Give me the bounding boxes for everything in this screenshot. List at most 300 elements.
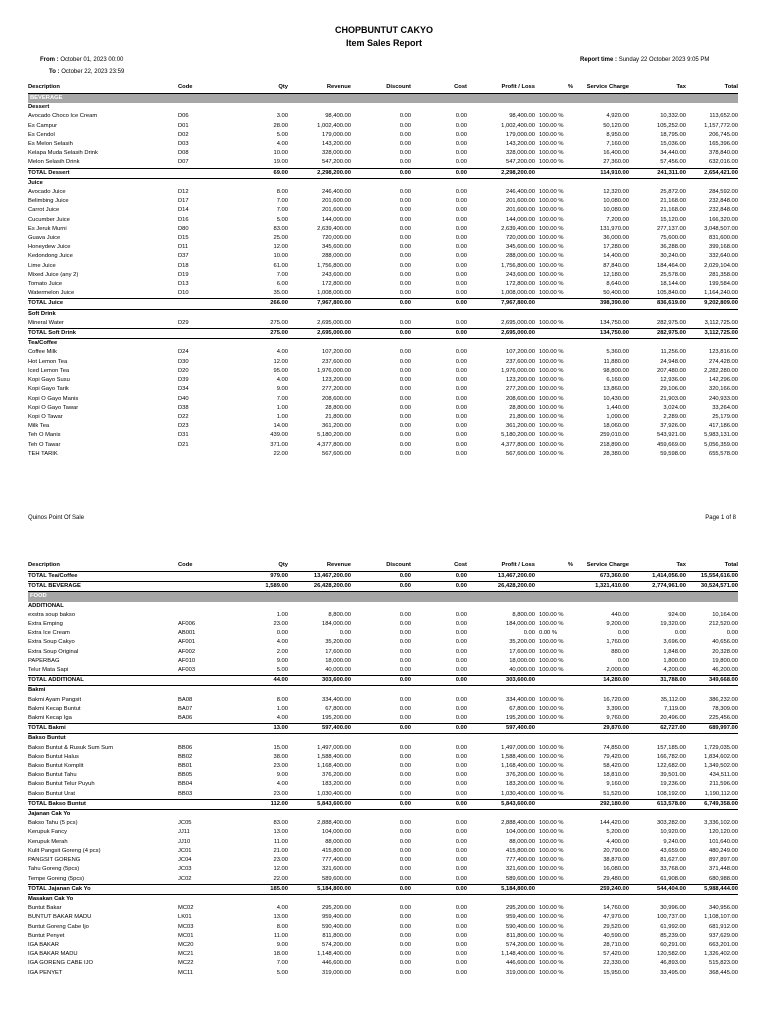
cell-service-charge: 50,120.00 xyxy=(603,122,629,129)
cell-service-charge: 292,180.00 xyxy=(573,799,629,809)
cell-qty: 266.00 xyxy=(233,299,288,309)
cell-profit-loss: 13,467,200.00 xyxy=(467,572,535,582)
cell-service-charge: 131,970.00 xyxy=(599,225,629,232)
cell-total: 232,848.00 xyxy=(708,198,738,205)
table-row xyxy=(28,696,738,705)
cell-revenue: 107,200.00 xyxy=(321,349,351,356)
cell-code xyxy=(178,450,233,459)
cell-cost: 0.00 xyxy=(455,781,467,788)
cell-discount: 0.00 xyxy=(399,358,411,365)
cell-percent: 100.00 % xyxy=(539,386,564,393)
table-row xyxy=(28,252,738,261)
cell-service-charge: 17,280.00 xyxy=(603,244,629,251)
cell-total: 1,108,107.00 xyxy=(704,914,738,921)
table-row xyxy=(28,904,738,913)
cell-revenue: 88,000.00 xyxy=(325,838,351,845)
cell-total: 937,629.00 xyxy=(708,932,738,939)
cell-qty: 69.00 xyxy=(233,168,288,178)
header-service-charge: Service Charge xyxy=(573,82,629,94)
cell-total: 349,668.00 xyxy=(686,676,738,686)
cell-percent: 100.00 % xyxy=(539,281,564,288)
cell-profit-loss: 1,168,400.00 xyxy=(501,763,535,770)
cell-description: Iced Lemon Tea xyxy=(28,367,70,374)
cell-discount: 0.00 xyxy=(399,244,411,251)
cell-description: Kerupuk Merah xyxy=(28,838,68,845)
cell-total: 897,897.00 xyxy=(708,857,738,864)
cell-discount: 0.00 xyxy=(399,941,411,948)
cell-qty: 23.00 xyxy=(273,763,288,770)
cell-total: 332,640.00 xyxy=(708,253,738,260)
table-row xyxy=(28,289,738,299)
cell-revenue: 243,600.00 xyxy=(321,271,351,278)
cell-tax: 60,291.00 xyxy=(660,941,686,948)
cell-cost: 0.00 xyxy=(455,914,467,921)
table-row xyxy=(28,790,738,800)
cell-total: 232,848.00 xyxy=(708,207,738,214)
cell-service-charge: 2,000.00 xyxy=(606,667,629,674)
cell-revenue: 328,000.00 xyxy=(321,150,351,157)
cell-cost: 0.00 xyxy=(455,432,467,439)
header-qty: Qty xyxy=(233,82,288,94)
cell-qty: 12.00 xyxy=(273,244,288,251)
cell-service-charge: 50,400.00 xyxy=(603,290,629,297)
cell-description: Teh O Manis xyxy=(28,432,61,439)
cell-percent: 100.00 % xyxy=(539,207,564,214)
cell-description: Guava Juice xyxy=(28,235,61,242)
cell-profit-loss: 2,639,400.00 xyxy=(501,225,535,232)
cell-code: D02 xyxy=(178,131,189,138)
cell-qty: 11.00 xyxy=(273,932,288,939)
report-time-value: Sunday 22 October 2023 9:05 PM xyxy=(618,57,710,63)
cell-total: 120,120.00 xyxy=(708,829,738,836)
cell-total: 199,584.00 xyxy=(708,281,738,288)
category-header xyxy=(28,94,738,104)
cell-percent: 100.00 % xyxy=(539,450,564,457)
subcategory-label: Juice xyxy=(28,179,43,186)
cell-discount: 0.00 xyxy=(399,319,411,326)
cell-profit-loss: 17,600.00 xyxy=(509,648,535,655)
table-row xyxy=(28,188,738,197)
cell-qty: 22.00 xyxy=(273,450,288,457)
cell-tax: 120,582.00 xyxy=(656,951,686,958)
subcategory-header xyxy=(28,602,738,611)
cell-discount: 0.00 xyxy=(399,271,411,278)
cell-cost: 0.00 xyxy=(455,386,467,393)
cell-revenue: 201,600.00 xyxy=(321,207,351,214)
table-row xyxy=(28,838,738,847)
cell-revenue: 195,200.00 xyxy=(321,715,351,722)
cell-service-charge: 29,520.00 xyxy=(603,923,629,930)
cell-code xyxy=(178,611,233,620)
cell-profit-loss: 237,600.00 xyxy=(505,358,535,365)
cell-cost: 0.00 xyxy=(455,253,467,260)
cell-description: TEH TARIK xyxy=(28,450,58,457)
cell-revenue: 21,800.00 xyxy=(325,413,351,420)
cell-service-charge: 13,860.00 xyxy=(603,386,629,393)
cell-percent xyxy=(535,676,573,686)
cell-qty: 12.00 xyxy=(273,866,288,873)
table-row xyxy=(28,666,738,676)
cell-cost: 0.00 xyxy=(455,611,467,618)
cell-qty: 112.00 xyxy=(233,799,288,809)
cell-discount: 0.00 xyxy=(351,329,411,339)
cell-tax: 21,168.00 xyxy=(660,198,686,205)
cell-profit-loss: 415,800.00 xyxy=(505,847,535,854)
header-service-charge: Service Charge xyxy=(573,560,629,572)
cell-revenue: 2,298,200.00 xyxy=(288,168,351,178)
subcategory-label: Dessert xyxy=(28,104,50,111)
cell-percent: 100.00 % xyxy=(539,235,564,242)
cell-description: Kopi O Gayo Tawar xyxy=(28,404,79,411)
cell-cost: 0.00 xyxy=(455,141,467,148)
cell-discount: 0.00 xyxy=(399,235,411,242)
header-cost: Cost xyxy=(411,82,467,94)
cell-discount: 0.00 xyxy=(399,441,411,448)
cell-discount: 0.00 xyxy=(399,386,411,393)
cell-qty: 61.00 xyxy=(273,262,288,269)
table-row xyxy=(28,744,738,753)
cell-total: 1,326,402.00 xyxy=(704,951,738,958)
cell-profit-loss: 184,000.00 xyxy=(505,621,535,628)
cell-description: Es Cendol xyxy=(28,131,55,138)
cell-description: Teh O Tawar xyxy=(28,441,61,448)
cell-qty: 13.00 xyxy=(273,829,288,836)
cell-total: 9,202,809.00 xyxy=(686,299,738,309)
cell-total: 371,448.00 xyxy=(708,866,738,873)
table-row xyxy=(28,611,738,620)
cell-qty: 9.00 xyxy=(276,386,288,393)
cell-cost: 0.00 xyxy=(455,932,467,939)
cell-description: Es Melon Selasih xyxy=(28,141,73,148)
cell-service-charge: 9,760.00 xyxy=(606,715,629,722)
subcategory-label: Bakso Buntut xyxy=(28,735,66,742)
cell-revenue: 1,976,000.00 xyxy=(317,367,351,374)
table-row xyxy=(28,875,738,885)
cell-qty: 2.00 xyxy=(276,648,288,655)
cell-qty: 4.00 xyxy=(276,781,288,788)
cell-total: 5,983,131.00 xyxy=(704,432,738,439)
cell-discount: 0.00 xyxy=(399,932,411,939)
cell-total: 2,282,280.00 xyxy=(704,367,738,374)
cell-revenue: 13,467,200.00 xyxy=(288,572,351,582)
cell-tax: 157,185.00 xyxy=(656,744,686,751)
subcategory-header xyxy=(28,686,738,696)
cell-cost: 0.00 xyxy=(455,122,467,129)
cell-discount: 0.00 xyxy=(399,404,411,411)
cell-discount: 0.00 xyxy=(399,781,411,788)
cell-revenue: 28,800.00 xyxy=(325,404,351,411)
cell-qty: 7.00 xyxy=(276,198,288,205)
cell-percent xyxy=(535,329,573,339)
cell-cost: 0.00 xyxy=(455,413,467,420)
cell-description: TOTAL Soft Drink xyxy=(28,329,178,339)
cell-revenue: 1,588,400.00 xyxy=(317,753,351,760)
cell-discount: 0.00 xyxy=(399,772,411,779)
header-discount: Discount xyxy=(351,82,411,94)
cell-code: D18 xyxy=(178,262,189,269)
cell-discount: 0.00 xyxy=(399,914,411,921)
cell-revenue: 1,756,800.00 xyxy=(317,262,351,269)
cell-cost: 0.00 xyxy=(455,404,467,411)
table-row xyxy=(28,620,738,629)
cell-qty: 83.00 xyxy=(273,820,288,827)
cell-cost: 0.00 xyxy=(411,329,467,339)
cell-revenue: 2,888,400.00 xyxy=(317,820,351,827)
cell-tax: 18,144.00 xyxy=(660,281,686,288)
cell-cost: 0.00 xyxy=(455,358,467,365)
cell-discount: 0.00 xyxy=(399,122,411,129)
cell-tax: 11,256.00 xyxy=(660,349,686,356)
cell-description: Mineral Water xyxy=(28,319,64,326)
table-row xyxy=(28,358,738,367)
cell-code: JC03 xyxy=(178,866,192,873)
to-value: October 22, 2023 23:59 xyxy=(61,69,125,75)
cell-profit-loss: 1,976,000.00 xyxy=(501,367,535,374)
cell-discount: 0.00 xyxy=(399,744,411,751)
cell-qty: 4.00 xyxy=(276,349,288,356)
cell-discount: 0.00 xyxy=(399,611,411,618)
total-row xyxy=(28,799,738,809)
cell-tax: 61,992.00 xyxy=(660,923,686,930)
cell-description: Bakso Tahu (5 pcs) xyxy=(28,820,78,827)
cell-code xyxy=(178,168,233,178)
cell-cost: 0.00 xyxy=(455,667,467,674)
table-row xyxy=(28,431,738,440)
subcategory-header xyxy=(28,894,738,904)
cell-total: 33,264.00 xyxy=(712,404,738,411)
cell-tax: 303,282.00 xyxy=(656,820,686,827)
cell-discount: 0.00 xyxy=(351,799,411,809)
cell-revenue: 5,843,600.00 xyxy=(288,799,351,809)
cell-profit-loss: 446,600.00 xyxy=(505,960,535,967)
table-row xyxy=(28,262,738,271)
cell-revenue: 811,800.00 xyxy=(322,932,351,939)
cell-discount: 0.00 xyxy=(399,905,411,912)
cell-percent: 100.00 % xyxy=(539,290,564,297)
cell-percent: 100.00 % xyxy=(539,225,564,232)
cell-tax: 241,311.00 xyxy=(629,168,686,178)
cell-description: Kedondong Juice xyxy=(28,253,73,260)
cell-code: BA08 xyxy=(178,696,193,703)
table-row xyxy=(28,234,738,243)
cell-discount: 0.00 xyxy=(399,829,411,836)
cell-revenue: 26,428,200.00 xyxy=(288,582,351,592)
cell-total: 1,190,112.00 xyxy=(704,790,738,797)
cell-tax: 46,893.00 xyxy=(660,960,686,967)
cell-qty: 275.00 xyxy=(270,319,288,326)
cell-service-charge: 18,060.00 xyxy=(603,423,629,430)
cell-total: 15,554,616.00 xyxy=(686,572,738,582)
cell-cost: 0.00 xyxy=(455,744,467,751)
cell-discount: 0.00 xyxy=(399,847,411,854)
cell-percent: 100.00 % xyxy=(539,122,564,129)
cell-description: TOTAL Tea/Coffee xyxy=(28,572,178,582)
cell-percent: 100.00 % xyxy=(539,951,564,958)
table-row xyxy=(28,422,738,431)
cell-service-charge: 134,750.00 xyxy=(599,319,629,326)
table-row xyxy=(28,243,738,252)
cell-revenue: 98,400.00 xyxy=(325,113,351,120)
footer-left: Quinos Point Of Sale xyxy=(28,515,85,521)
cell-profit-loss: 7,967,800.00 xyxy=(467,299,535,309)
table-row xyxy=(28,941,738,950)
cell-cost: 0.00 xyxy=(455,960,467,967)
cell-service-charge: 12,180.00 xyxy=(603,271,629,278)
table-row xyxy=(28,225,738,234)
cell-code: D15 xyxy=(178,235,189,242)
cell-service-charge: 8,640.00 xyxy=(606,281,629,288)
cell-code: D23 xyxy=(178,423,189,430)
cell-tax: 20,496.00 xyxy=(660,715,686,722)
cell-qty: 19.00 xyxy=(273,159,288,166)
cell-discount: 0.00 xyxy=(399,349,411,356)
cell-discount: 0.00 xyxy=(399,753,411,760)
cell-percent: 100.00 % xyxy=(539,189,564,196)
cell-cost: 0.00 xyxy=(455,207,467,214)
cell-total: 831,600.00 xyxy=(708,235,738,242)
cell-service-charge: 29,480.00 xyxy=(603,875,629,882)
cell-discount: 0.00 xyxy=(399,951,411,958)
cell-revenue: 590,400.00 xyxy=(321,923,351,930)
cell-description: Melon Selasih Drink xyxy=(28,159,80,166)
cell-qty: 6.00 xyxy=(276,281,288,288)
subcategory-header xyxy=(28,810,738,820)
cell-tax: 25,578.00 xyxy=(660,271,686,278)
table-row xyxy=(28,865,738,874)
cell-cost: 0.00 xyxy=(455,225,467,232)
cell-description: Extra Soup Original xyxy=(28,648,79,655)
cell-total: 3,112,725.00 xyxy=(704,319,738,326)
cell-description: Bakmi Kecap Iga xyxy=(28,715,72,722)
cell-cost: 0.00 xyxy=(455,235,467,242)
cell-cost: 0.00 xyxy=(455,857,467,864)
cell-description: Bakso Buntut Urat xyxy=(28,790,76,797)
table-row xyxy=(28,923,738,932)
cell-description: Avocado Choco Ice Cream xyxy=(28,113,98,120)
cell-qty: 1.00 xyxy=(276,413,288,420)
cell-description: Bakso Buntut Tahu xyxy=(28,772,77,779)
cell-revenue: 237,600.00 xyxy=(321,358,351,365)
cell-code xyxy=(178,582,233,592)
cell-tax: 184,464.00 xyxy=(656,262,686,269)
cell-service-charge: 5,200.00 xyxy=(606,829,629,836)
cell-percent: 100.00 % xyxy=(539,216,564,223)
cell-total: 480,249.00 xyxy=(708,847,738,854)
cell-description: Milk Tea xyxy=(28,423,50,430)
cell-service-charge: 20,790.00 xyxy=(603,847,629,854)
cell-service-charge: 14,760.00 xyxy=(603,905,629,912)
cell-percent xyxy=(535,572,573,582)
cell-qty: 35.00 xyxy=(273,290,288,297)
cell-tax: 34,440.00 xyxy=(660,150,686,157)
cell-profit-loss: 246,400.00 xyxy=(505,189,535,196)
total-row xyxy=(28,884,738,894)
cell-description: IGA BAKAR xyxy=(28,941,59,948)
cell-service-charge: 1,440.00 xyxy=(606,404,629,411)
cell-discount: 0.00 xyxy=(399,639,411,646)
cell-discount: 0.00 xyxy=(399,395,411,402)
cell-profit-loss: 589,600.00 xyxy=(505,875,535,882)
cell-profit-loss: 67,800.00 xyxy=(509,705,535,712)
cell-cost: 0.00 xyxy=(455,281,467,288)
company-name: CHOPBUNTUT CAKYO xyxy=(335,25,433,35)
cell-discount: 0.00 xyxy=(399,648,411,655)
cell-profit-loss: 208,600.00 xyxy=(505,395,535,402)
cell-service-charge: 880.00 xyxy=(611,648,629,655)
cell-qty: 22.00 xyxy=(273,875,288,882)
cell-service-charge: 5,360.00 xyxy=(606,349,629,356)
table-row xyxy=(28,319,738,329)
cell-discount: 0.00 xyxy=(351,676,411,686)
cell-profit-loss: 179,000.00 xyxy=(505,131,535,138)
cell-qty: 8.00 xyxy=(276,696,288,703)
cell-total: 0.00 xyxy=(726,630,738,637)
subcategory-header xyxy=(28,734,738,744)
cell-tax: 61,908.00 xyxy=(660,875,686,882)
cell-cost: 0.00 xyxy=(411,799,467,809)
cell-qty: 38.00 xyxy=(273,753,288,760)
cell-description: Bakmi Ayam Pangsit xyxy=(28,696,82,703)
cell-code xyxy=(178,299,233,309)
cell-total: 386,232.00 xyxy=(708,696,738,703)
table-row xyxy=(28,959,738,968)
cell-discount: 0.00 xyxy=(399,667,411,674)
cell-cost: 0.00 xyxy=(455,829,467,836)
header-profit-loss: Profit / Loss xyxy=(467,560,535,572)
header-total: Total xyxy=(686,560,738,572)
cell-cost: 0.00 xyxy=(455,923,467,930)
table-row xyxy=(28,847,738,856)
cell-cost: 0.00 xyxy=(455,847,467,854)
header-cost: Cost xyxy=(411,560,467,572)
cell-qty: 9.00 xyxy=(276,772,288,779)
cell-total: 240,933.00 xyxy=(708,395,738,402)
cell-qty: 9.00 xyxy=(276,657,288,664)
cell-total: 25,179.00 xyxy=(712,413,738,420)
cell-cost: 0.00 xyxy=(455,772,467,779)
cell-description: Bakso Buntut Komplit xyxy=(28,763,84,770)
cell-discount: 0.00 xyxy=(399,207,411,214)
cell-service-charge: 16,080.00 xyxy=(603,866,629,873)
table-row xyxy=(28,348,738,357)
cell-code: BB05 xyxy=(178,772,193,779)
cell-profit-loss: 183,200.00 xyxy=(505,781,535,788)
cell-code: MC11 xyxy=(178,969,194,976)
cell-revenue: 144,000.00 xyxy=(321,216,351,223)
cell-percent: 100.00 % xyxy=(539,941,564,948)
cell-total: 1,157,772.00 xyxy=(704,122,738,129)
cell-total: 2,029,104.00 xyxy=(704,262,738,269)
cell-cost: 0.00 xyxy=(455,941,467,948)
header-tax: Tax xyxy=(629,560,686,572)
header-description: Description xyxy=(28,82,178,94)
cell-cost: 0.00 xyxy=(411,572,467,582)
cell-tax: 282,975.00 xyxy=(656,319,686,326)
cell-revenue: 123,200.00 xyxy=(321,377,351,384)
cell-profit-loss: 345,600.00 xyxy=(505,244,535,251)
cell-cost: 0.00 xyxy=(455,290,467,297)
cell-total: 399,168.00 xyxy=(708,244,738,251)
cell-code: D16 xyxy=(178,216,189,223)
cell-code: D10 xyxy=(178,290,189,297)
cell-revenue: 295,200.00 xyxy=(321,905,351,912)
cell-code: BA06 xyxy=(178,715,193,722)
cell-total: 655,578.00 xyxy=(708,450,738,457)
cell-discount: 0.00 xyxy=(399,290,411,297)
cell-cost: 0.00 xyxy=(455,696,467,703)
cell-percent: 100.00 % xyxy=(539,705,564,712)
cell-qty: 23.00 xyxy=(273,857,288,864)
